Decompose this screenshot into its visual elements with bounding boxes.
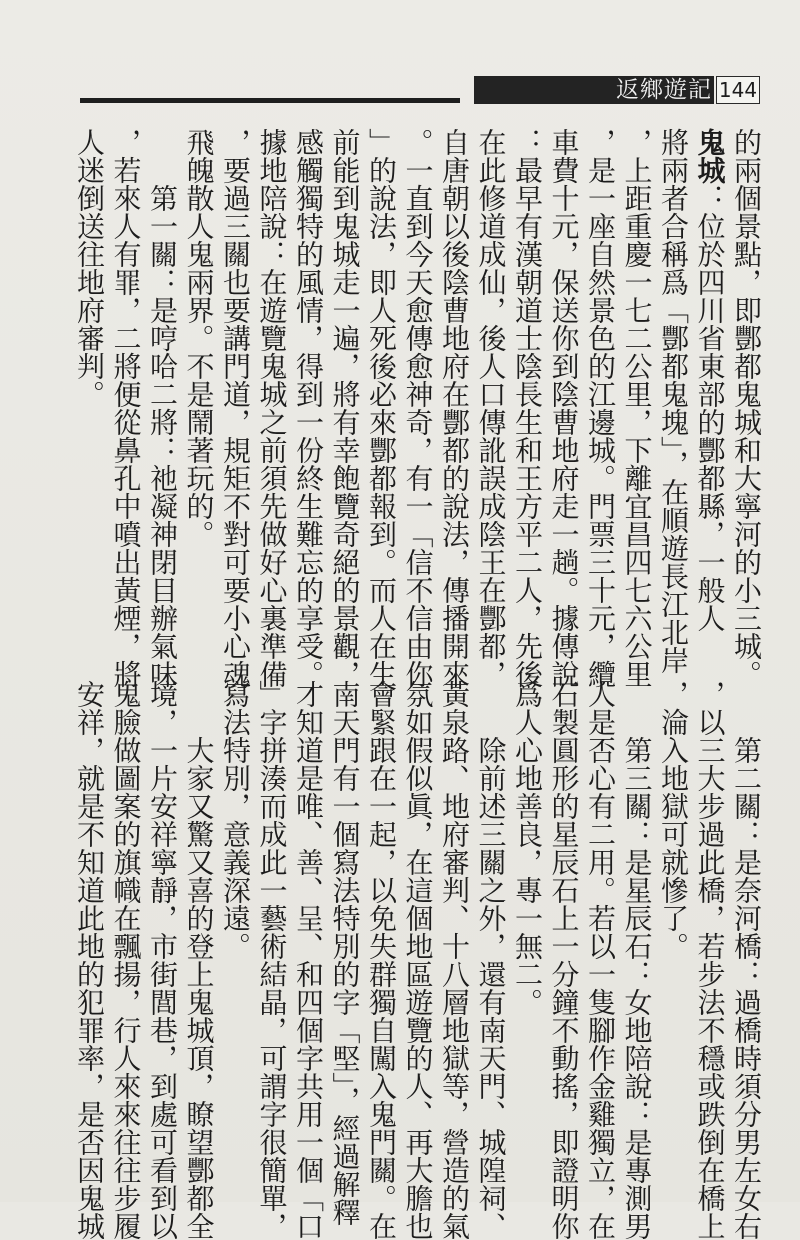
column-text: 前能到鬼城走一遍，將有幸飽覽奇絕的景觀， [328, 128, 362, 688]
column-text: 的兩個景點，即酆都鬼城和大寧河的小三城。 [730, 128, 763, 688]
text-column [691, 128, 728, 632]
column-text: 飛魄散人鬼兩界。不是鬧著玩的。 [182, 128, 216, 548]
header-rule [80, 98, 460, 103]
running-title: 返鄉遊記 [616, 77, 712, 103]
column-text: ：位於四川省東部的酆都縣，一般人 [693, 184, 727, 632]
column-text: 石製圓形的星辰石上一分鐘不動搖，即證明你 [547, 680, 581, 1240]
column-text: 爲人心地善良，專一無二。 [511, 680, 544, 1016]
text-block-upper [71, 128, 765, 688]
text-column [545, 680, 582, 1240]
column-text: ，淪入地獄可就慘了。 [657, 680, 690, 960]
column-text: ，上距重慶一七二公里，下離宜昌四七六公里 [620, 128, 654, 688]
text-column [290, 128, 327, 688]
text-column [326, 128, 363, 688]
column-text: 據地陪說：在遊覽鬼城之前須先做好心裏準備 [255, 128, 289, 688]
text-column [71, 128, 108, 628]
column-text: 鬼臉做圖案的旗幟在飄揚，行人來來往往步履 [109, 680, 143, 1240]
text-column [253, 680, 290, 1240]
text-column [144, 680, 181, 1240]
column-text: 」的說法，即人死後必來酆都報到。而人在生 [365, 128, 398, 688]
column-text: 車費十元，保送你到陰曹地府走一趟。據傳說 [547, 128, 581, 688]
column-text: ，以三大步過此橋，若步法不穩或跌倒在橋上 [693, 680, 727, 1240]
text-column [472, 680, 509, 1240]
text-column [436, 680, 473, 1240]
text-column [399, 128, 436, 688]
column-text: 自唐朝以後陰曹地府在酆都的說法，傳播開來 [438, 128, 471, 688]
text-column [618, 128, 655, 688]
text-column [728, 680, 765, 1240]
text-column [655, 680, 692, 1160]
column-text: 將兩者合稱爲「酆都鬼塊」，在順遊長江北岸 [657, 128, 690, 674]
column-text: 在此修道成仙，後人口傳訛誤成陰王在酆都， [474, 128, 508, 688]
column-text: 氛如假似眞，在這個地區遊覽的人、再大膽也 [401, 680, 435, 1240]
column-text: 黃泉路、地府審判、十八層地獄等，營造的氣 [438, 680, 471, 1240]
column-text: 第二關：是奈河橋：過橋時須分男左女右 [730, 680, 763, 1240]
column-text: 大家又驚又喜的登上鬼城頂，瞭望酆都全 [182, 680, 216, 1240]
text-column [472, 128, 509, 688]
text-column [691, 680, 728, 1240]
column-text: 才知道是唯、善、呈、和四個字共用一個「口 [292, 680, 325, 1240]
column-text: 除前述三關之外，還有南天門、城隍祠、 [474, 680, 508, 1240]
column-text: 人是否心有二用。若以一隻腳作金雞獨立，在 [584, 680, 617, 1240]
column-text: 第三關：是星辰石：女地陪說：是專測男 [620, 680, 654, 1240]
text-column [728, 128, 765, 688]
column-text: 境，一片安祥寧靜，市街閭巷，到處可看到以 [146, 680, 179, 1240]
text-column [618, 680, 655, 1240]
column-text: 寫法特別，意義深遠。 [219, 680, 252, 960]
page-number: 144 [716, 76, 760, 104]
text-column [399, 680, 436, 1240]
column-text: 會緊跟在一起，以免失群獨自闖入鬼門關。在 [365, 680, 398, 1240]
text-column [290, 680, 327, 1240]
text-column [363, 128, 400, 688]
text-column [71, 680, 108, 1240]
column-text: ，若來人有罪，二將便從鼻孔中噴出黃煙，將 [109, 128, 143, 688]
text-column [655, 128, 692, 674]
text-column [509, 680, 546, 1160]
text-column [217, 680, 254, 1160]
text-column [253, 128, 290, 688]
text-column [363, 680, 400, 1240]
text-column [582, 128, 619, 688]
column-text: 南天門有一個寫法特別的字「𡌛」，經過解釋 [328, 680, 362, 1226]
column-text: ，是一座自然景色的江邊城。門票三十元，纜 [584, 128, 617, 688]
text-column [582, 680, 619, 1240]
text-column [180, 128, 217, 628]
text-column [545, 128, 582, 688]
header-bar [474, 76, 714, 104]
text-column [436, 128, 473, 688]
text-column [180, 680, 217, 1240]
text-column [326, 680, 363, 1226]
column-text: 人迷倒送往地府審判。 [73, 128, 106, 408]
text-column [107, 128, 144, 688]
text-column [217, 128, 254, 688]
column-text: 第一關：是哼哈二將：祂凝神閉目辦氣味 [146, 128, 179, 688]
column-text: ：最早有漢朝道士陰長生和王方平二人，先後 [511, 128, 544, 688]
column-text: 」字拼湊而成此一藝術結晶，可謂字很簡單， [255, 680, 289, 1240]
text-column [144, 128, 181, 688]
bold-heading: 鬼城 [693, 128, 727, 184]
column-text: 安祥，就是不知道此地的犯罪率，是否因鬼城 [73, 680, 106, 1240]
text-column [107, 680, 144, 1240]
column-text: 。一直到今天愈傳愈神奇，有一「信不信由你 [401, 128, 435, 688]
text-block-lower [71, 680, 765, 1240]
text-column [509, 128, 546, 688]
column-text: 感觸獨特的風情，得到一份終生難忘的享受。 [292, 128, 325, 688]
column-text: ，要過三關也要講門道，規矩不對可要小心魂 [219, 128, 252, 688]
